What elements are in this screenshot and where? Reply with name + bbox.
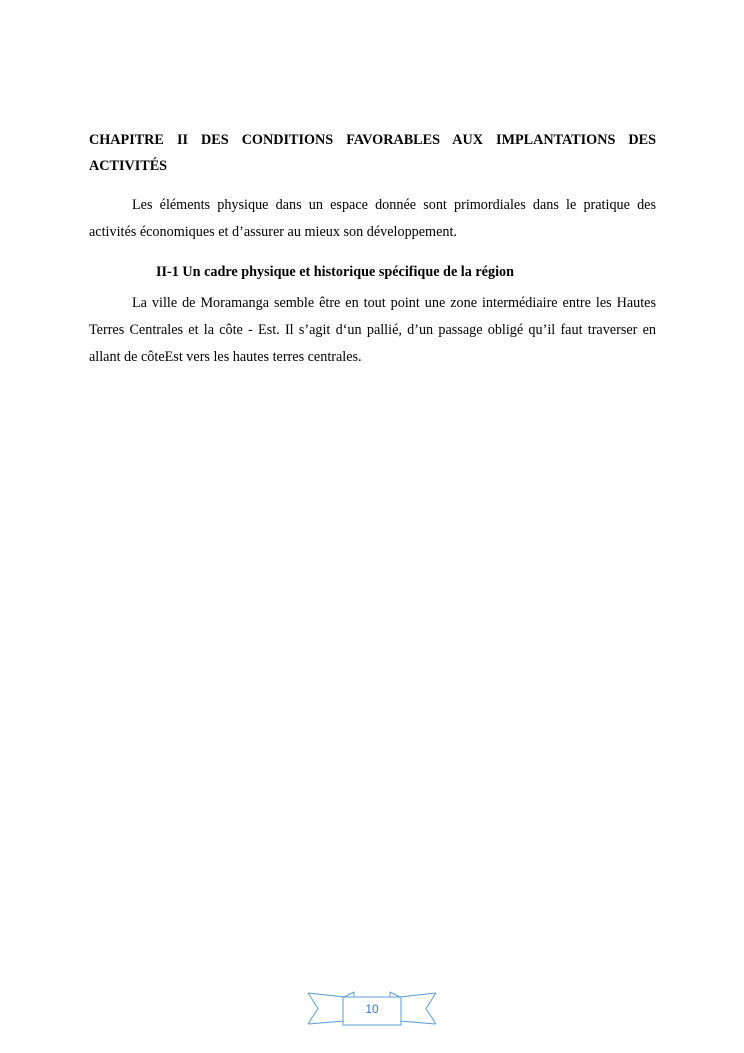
page-number: 10 bbox=[365, 1002, 379, 1016]
paragraph-moramanga-text: La ville de Moramanga semble être en tout point une zone intermédiaire entre les Hautes Terres Centrales et la côte - Est. Il s’agit d‘un pallié, d’un passage obligé qu’il faut traverser en allant de côteEst vers les hautes terres centrales. bbox=[89, 295, 656, 365]
paragraph-intro-text: Les éléments physique dans un espace donnée sont primordiales dans le pratique des activités économiques et d’assurer au mieux son développement. bbox=[89, 197, 656, 240]
paragraph-moramanga bbox=[89, 290, 656, 371]
chapter-title: CHAPITRE II DES CONDITIONS FAVORABLES AUX IMPLANTATIONS DES ACTIVITÉS bbox=[89, 132, 656, 174]
paragraph-intro bbox=[89, 192, 656, 246]
section-heading: II-1 Un cadre physique et historique spécifique de la région bbox=[156, 264, 514, 280]
